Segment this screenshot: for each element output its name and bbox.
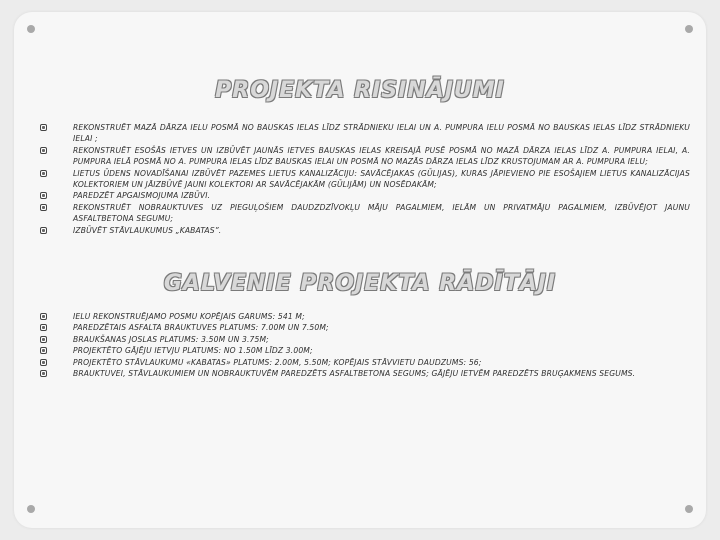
list-item-text: PROJEKTĒTO STĀVLAUKUMU «KABATAS» PLATUMS: 2.00M, 5.50M; KOPĒJAIS STĀVVIETU DAUDZUMS: 56;: [73, 357, 482, 367]
checkbox-bullet-icon: [40, 336, 47, 343]
list-item-text: PAREDZĒT APGAISMOJUMA IZBŪVI.: [73, 191, 211, 201]
corner-dot-icon: [27, 505, 35, 513]
list-item-text: PAREDZĒTAIS ASFALTA BRAUKTUVES PLATUMS: 7.00M UN 7.50M;: [73, 323, 329, 333]
section-title-solutions: PROJEKTA RISINĀJUMI: [215, 78, 505, 103]
list-item-text: REKONSTRUĒT MAZĀ DĀRZA IELU POSMĀ NO BAUSKAS IELAS LĪDZ STRĀDNIEKU IELAI UN A. PUMPURA IELU POSMĀ NO BAUSKAS IELAS LĪDZ STRĀDNIEKU IELAI ;: [73, 123, 690, 144]
checkbox-bullet-icon: [40, 370, 47, 377]
list-item-text: PROJEKTĒTO GĀJĒJU IETVJU PLATUMS: NO 1.50M LĪDZ 3.00M;: [73, 346, 313, 356]
solutions-list: [40, 122, 690, 236]
list-item-text: IZBŪVĒT STĀVLAUKUMUS „KABATAS”.: [73, 225, 222, 235]
list-item: [40, 322, 690, 333]
checkbox-bullet-icon: [40, 324, 47, 331]
checkbox-bullet-icon: [40, 192, 47, 199]
list-item-text: BRAUKŠANAS JOSLAS PLATUMS: 3.50M UN 3.75M;: [73, 334, 269, 344]
checkbox-bullet-icon: [40, 204, 47, 211]
list-item: [40, 202, 690, 225]
indicators-list: [40, 311, 690, 379]
list-item: [40, 145, 690, 168]
corner-dot-icon: [685, 25, 693, 33]
list-item: [40, 190, 690, 201]
list-item: [40, 345, 690, 356]
list-item-text: BRAUKTUVEI, STĀVLAUKUMIEM UN NOBRAUKTUVĒM PAREDZĒTS ASFALTBETONA SEGUMS; GĀJĒJU IETVĒM PAREDZĒTS BRUĢAKMENS SEGUMS.: [73, 369, 636, 379]
checkbox-bullet-icon: [40, 227, 47, 234]
list-item-text: LIETUS ŪDENS NOVADĪŠANAI IZBŪVĒT PAZEMES LIETUS KANALIZĀCIJU: SAVĀCĒJAKAS (GŪLIJAS), KURAS JĀPIEVIENO PIE ESOŠAJIEM LIETUS KANALIZĀCIJAS KOLEKTORIEM UN JĀIZBŪVĒ JAUNI KOLEKTORI AR SAVĀCĒJAKĀM (GŪLIJĀM) UN NOSĒDAKĀM;: [73, 168, 690, 190]
list-item: [40, 368, 690, 379]
checkbox-bullet-icon: [40, 313, 47, 320]
checkbox-bullet-icon: [40, 147, 47, 154]
list-item: [40, 311, 690, 322]
checkbox-bullet-icon: [40, 124, 47, 131]
list-item-text: REKONSTRUĒT ESOŠĀS IETVES UN IZBŪVĒT JAUNĀS IETVES BAUSKAS IELAS KREISAJĀ PUSĒ POSMĀ NO MAZĀ DĀRZA IELAS LĪDZ A. PUMPURA IELAI, A. PUMPURA IELĀ POSMĀ NO A. PUMPURA IELAS LĪDZ BAUSKAS IELAI UN POSMĀ NO MAZĀS DĀRZA IELAS LĪDZ KRUSTOJUMAM AR A. PUMPURA IELU;: [73, 145, 690, 167]
list-item-text: IELU REKONSTRUĒJAMO POSMU KOPĒJAIS GARUMS: 541 M;: [73, 312, 305, 321]
corner-dot-icon: [27, 25, 35, 33]
checkbox-bullet-icon: [40, 359, 47, 366]
corner-dot-icon: [685, 505, 693, 513]
list-item: [40, 225, 690, 236]
list-item: [40, 334, 690, 345]
list-item: [40, 357, 690, 368]
list-item-text: REKONSTRUĒT NOBRAUKTUVES UZ PIEGUĻOŠIEM DAUDZDZĪVOKĻU MĀJU PAGALMIEM, IELĀM UN PRIVATMĀJU PAGALMIEM, IZBŪVĒJOT JAUNU ASFALTBETONA SEGUMU;: [73, 202, 690, 224]
list-item: [40, 168, 690, 191]
checkbox-bullet-icon: [40, 170, 47, 177]
section-title-indicators: GALVENIE PROJEKTA RĀDĪTĀJI: [163, 271, 557, 296]
list-item: [40, 122, 690, 145]
checkbox-bullet-icon: [40, 347, 47, 354]
